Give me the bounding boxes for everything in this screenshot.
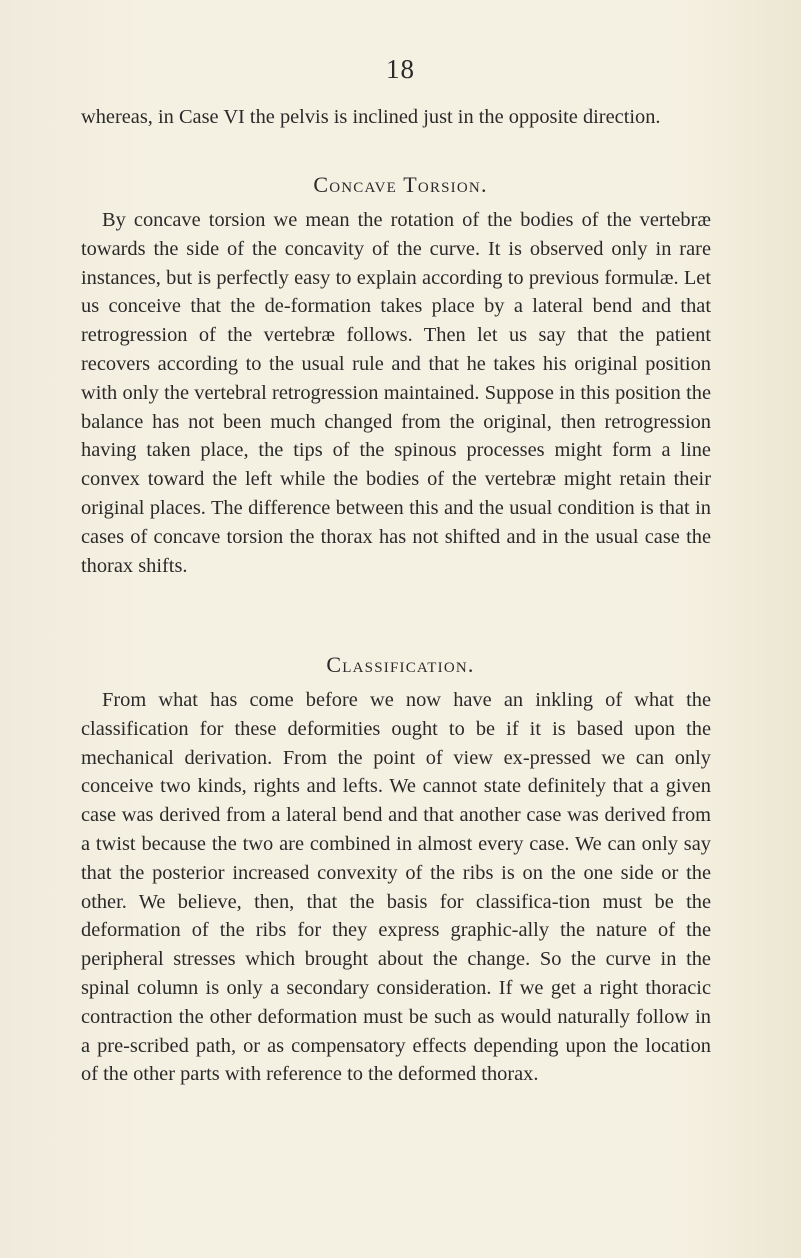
concave-torsion-paragraph: By concave torsion we mean the rotation of the bodies of the vertebræ towards the side of the concavity of the curve. It is observed only in rare instances, but is perfectly easy to explain according to previous formulæ. Let us conceive that the de-formation takes place by a lateral bend and that retrogression of the vertebræ follows. Then let us say that the patient recovers according to the usual rule and that he takes his original position with only the vertebral retrogression maintained. Suppose in this position the balance has not been much changed from the original, then retrogression having taken place, the tips of the spinous processes might form a line convex toward the left while the bodies of the vertebræ might retain their original places. The difference between this and the usual condition is that in cases of concave torsion the thorax has not shifted and in the usual case the thorax shifts. [81, 209, 711, 577]
section-heading-classification: Classification. [326, 652, 475, 677]
intro-paragraph-block [81, 103, 711, 132]
section-heading-concave-torsion: Concave Torsion. [313, 172, 488, 197]
classification-paragraph: From what has come before we now have an inkling of what the classification for these deformities ought to be if it is based upon the mechanical derivation. From the point of view ex-pressed we can only conceive two kinds, rights and lefts. We cannot state definitely that a given case was derived from a lateral bend and that another case was derived from a twist because the two are combined in almost every case. We can only say that the posterior increased convexity of the ribs is on the one side or the other. We believe, then, that the basis for classifica-tion must be the deformation of the ribs for they express graphic-ally the nature of the peripheral stresses which brought about the change. So the curve in the spinal column is only a secondary consideration. If we get a right thoracic contraction the other deformation must be such as would naturally follow in a pre-scribed path, or as compensatory effects depending upon the location of the other parts with reference to the deformed thorax. [81, 689, 711, 1086]
intro-paragraph: whereas, in Case VI the pelvis is inclined just in the opposite direction. [81, 106, 661, 128]
concave-torsion-paragraph-block [81, 206, 711, 580]
page-number: 18 [386, 54, 415, 84]
classification-paragraph-block [81, 686, 711, 1089]
